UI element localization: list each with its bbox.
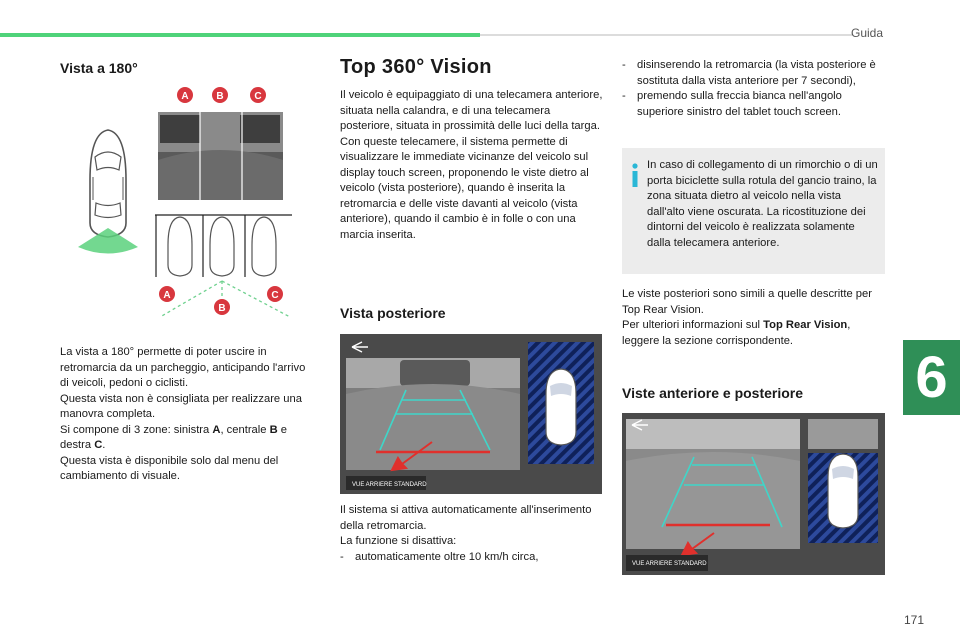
label-a: A xyxy=(163,290,171,301)
label-c: C xyxy=(254,91,262,102)
top-360-text xyxy=(340,88,605,243)
vista-posteriore-heading: Vista posteriore xyxy=(340,305,446,321)
header-rule xyxy=(480,34,852,36)
list-item: - automaticamente oltre 10 km/h circa, xyxy=(340,550,539,563)
zone-labels-bottom xyxy=(159,286,283,315)
zone-a-label: A xyxy=(212,423,221,436)
list-item: - premendo sulla freccia bianca nell'angolo superiore sinistro del tablet touch screen. xyxy=(622,90,842,118)
screen-mode-label: VUE ARRIERE STANDARD xyxy=(352,482,427,488)
vista-180-paragraph: Questa vista non è consigliata per realizzare una manovra completa. xyxy=(60,392,302,420)
deactivation-list xyxy=(622,58,887,120)
vista-180-text xyxy=(60,345,310,485)
label-a: A xyxy=(181,91,189,102)
label-b: B xyxy=(216,91,224,102)
car-top-view-icon xyxy=(90,130,126,237)
vista-180-diagram xyxy=(60,85,310,325)
zone-b-label: B xyxy=(269,423,278,436)
chapter-number: 6 xyxy=(915,345,948,410)
header-accent-bar xyxy=(0,33,480,37)
rear-view-paragraph: Il sistema si attiva automaticamente all'inserimento della retromarcia. xyxy=(340,504,592,532)
top-360-paragraph: Con queste telecamere, il sistema permette di visualizzare le immediate vicinanze del veicolo sul display touch screen, proponendo le viste dietro al veicolo (vista posteriore), quando è inserita la retromarcia e delle viste davanti al veicolo (vista anteriore), quando il cambio è in folle o con una marcia inserita. xyxy=(340,135,589,241)
info-note-text: In caso di collegamento di un rimorchio o di un porta biciclette sulla rotula del gancio traino, la zona situata dietro al veicolo nella vista dall'alto viene oscurata. La ricostituzione dei dintorni del veicolo è realizzata solamente dalla telecamera anteriore. xyxy=(647,159,878,249)
label-c: C xyxy=(271,290,279,301)
rear-view-screen-image xyxy=(340,334,602,494)
top-rear-paragraph: Le viste posteriori sono simili a quelle descritte per Top Rear Vision. xyxy=(622,288,872,316)
zone-c-label: C xyxy=(94,439,103,451)
top-360-heading: Top 360° Vision xyxy=(340,56,492,78)
top-rear-reference: Per ulteriori informazioni sul Top Rear Vision, leggere la sezione corrispondente. xyxy=(622,319,851,347)
camera-view-image xyxy=(158,112,283,200)
viste-anteriore-posteriore-heading: Viste anteriore e posteriore xyxy=(622,385,804,401)
page-number: 171 xyxy=(904,613,925,627)
car-top-view-icon xyxy=(828,454,858,528)
top-rear-vision-text xyxy=(622,287,887,349)
vista-180-paragraph: La vista a 180° permette di poter uscire in retromarcia da un parcheggio, anticipando l'arrivo di veicoli, pedoni o ciclisti. xyxy=(60,346,306,389)
vista-180-zones: Si compone di 3 zone: sinistra A, centrale B e destra C. xyxy=(60,423,288,451)
camera-cone-icon xyxy=(78,228,138,254)
front-rear-view-screen-image xyxy=(622,413,885,575)
vista-180-heading: Vista a 180° xyxy=(60,60,138,76)
screen-mode-label: VUE ARRIERE STANDARD xyxy=(632,561,707,567)
label-b: B xyxy=(218,303,226,314)
rear-view-text xyxy=(340,503,605,565)
car-top-view-icon xyxy=(546,369,576,445)
info-note xyxy=(622,148,885,274)
rear-view-paragraph: La funzione si disattiva: xyxy=(340,535,457,547)
list-item: - disinserendo la retromarcia (la vista posteriore è sostituta dalla vista anteriore per 7 secondi), xyxy=(622,59,876,87)
section-label: Guida xyxy=(851,26,884,40)
zone-labels-top xyxy=(177,87,266,103)
chapter-tab xyxy=(903,340,960,415)
top-360-paragraph: Il veicolo è equipaggiato di una telecamera anteriore, situata nella calandra, e di una telecamera posteriore, situata in prossimità delle luci della targa. xyxy=(340,89,603,132)
top-rear-vision-link: Top Rear Vision xyxy=(763,319,848,331)
front-camera-strip xyxy=(808,419,878,449)
parking-row-diagram xyxy=(155,215,292,277)
vista-180-paragraph: Questa vista è disponibile solo dal menu del cambiamento di visuale. xyxy=(60,454,279,482)
info-icon xyxy=(630,162,640,188)
